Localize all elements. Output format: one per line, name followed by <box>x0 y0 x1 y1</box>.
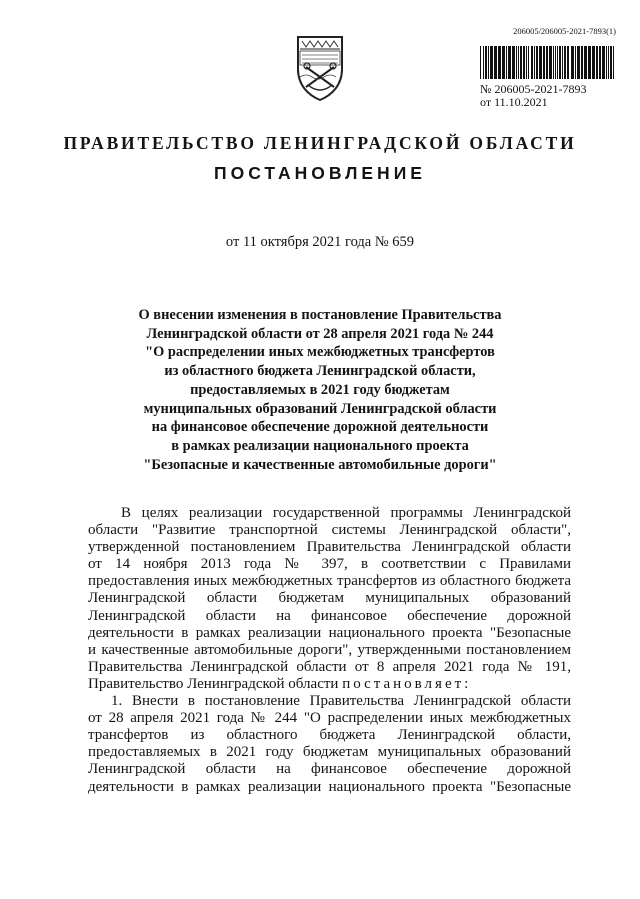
barcode-bar <box>599 46 601 79</box>
barcode-bar <box>557 46 558 79</box>
resolution-colon: : <box>464 675 469 692</box>
body-line: предоставляемых в 2021 году бюджетам муниципальных образований <box>88 744 571 761</box>
barcode-bar <box>494 46 497 79</box>
decree-body <box>88 505 571 796</box>
barcode-bar <box>520 46 522 79</box>
decree-subject <box>60 306 580 474</box>
barcode-bar <box>512 46 515 79</box>
body-line: и качественные автомобильные дороги", утвержденными постановлением <box>88 641 571 658</box>
body-line: Ленинградской области на финансовое обеспечение дорожной <box>88 761 571 778</box>
body-line: от 14 ноября 2013 года № 397, в соответствии с Правилами <box>88 556 571 573</box>
body-line: Ленинградской области бюджетам муниципальных образований <box>88 590 571 607</box>
barcode-bar <box>539 46 542 79</box>
barcode-bar <box>526 46 527 79</box>
barcode-bar <box>596 46 598 79</box>
body-line: трансфертов из областного бюджета Ленинградской области, <box>88 727 571 744</box>
resolution-word: постановляет <box>342 675 465 692</box>
barcode-bar <box>564 46 566 79</box>
barcode-bar <box>534 46 535 79</box>
barcode-bar <box>553 46 554 79</box>
barcode-bar <box>575 46 576 79</box>
body-line-text: Правительство Ленинградской области <box>88 675 343 692</box>
barcode-bar <box>536 46 538 79</box>
barcode-bar <box>577 46 580 79</box>
subject-line: предоставляемых в 2021 году бюджетам <box>190 381 450 398</box>
barcode-bar <box>523 46 525 79</box>
barcode-bar <box>531 46 533 79</box>
document-number: № 206005-2021-7893 <box>480 82 587 96</box>
document-type-heading: ПОСТАНОВЛЕНИЕ <box>214 163 426 183</box>
barcode-bar <box>562 46 563 79</box>
subject-line: Ленинградской области от 28 апреля 2021 года № 244 <box>146 325 494 342</box>
body-line: деятельности в рамках реализации национального проекта "Безопасные <box>88 778 571 795</box>
subject-line: муниципальных образований Ленинградской области <box>143 400 497 417</box>
body-line: утвержденной постановлением Правительства Ленинградской области <box>88 539 571 556</box>
subject-line: из областного бюджета Ленинградской области, <box>164 363 476 380</box>
body-line <box>88 676 571 693</box>
body-line: Ленинградской области на финансовое обеспечение дорожной <box>88 607 571 624</box>
barcode-bar <box>516 46 517 79</box>
barcode-bar <box>490 46 493 79</box>
body-line: от 28 апреля 2021 года № 244 "О распределении иных межбюджетных <box>88 710 571 727</box>
subject-line: О внесении изменения в постановление Правительства <box>138 307 502 323</box>
barcode-bar <box>483 46 484 79</box>
barcode-bar <box>528 46 529 79</box>
subject-line: на финансовое обеспечение дорожной деятельности <box>151 419 489 436</box>
subject-line: "Безопасные и качественные автомобильные дороги" <box>143 456 497 473</box>
body-line: В целях реализации государственной программы Ленинградской <box>121 505 571 521</box>
document-registration-date: от 11.10.2021 <box>480 95 548 109</box>
registration-code: 206005/206005-2021-7893(1) <box>513 26 616 36</box>
barcode-bar <box>602 46 605 79</box>
barcode-bar <box>567 46 569 79</box>
barcode-bar <box>613 46 614 79</box>
body-line: предоставления иных межбюджетных трансфертов из областного бюджета <box>88 573 571 590</box>
barcode-bar <box>480 46 481 79</box>
subject-line: "О распределении иных межбюджетных трансфертов <box>145 344 495 361</box>
body-line: 1. Внести в постановление Правительства Ленинградской области <box>111 693 571 710</box>
barcode-bar <box>506 46 507 79</box>
barcode-icon <box>480 46 617 79</box>
barcode-bar <box>588 46 591 79</box>
leningrad-oblast-coat-of-arms-icon <box>292 33 348 103</box>
decree-date-and-number: от 11 октября 2021 года № 659 <box>225 234 415 250</box>
barcode-bar <box>498 46 501 79</box>
barcode-bar <box>546 46 548 79</box>
barcode-bar <box>543 46 545 79</box>
barcode-bar <box>610 46 612 79</box>
subject-line: в рамках реализации национального проекта <box>171 437 469 454</box>
body-line: деятельности в рамках реализации национального проекта "Безопасные <box>88 624 571 641</box>
barcode-bar <box>555 46 556 79</box>
barcode-bar <box>571 46 574 79</box>
barcode-bar <box>549 46 552 79</box>
body-line: области "Развитие транспортной системы Ленинградской области", <box>88 522 571 539</box>
barcode-bar <box>518 46 519 79</box>
body-line: Правительства Ленинградской области от 8 апреля 2021 года № 191, <box>88 658 571 675</box>
barcode-bar <box>584 46 587 79</box>
barcode-bar <box>592 46 595 79</box>
barcode-bar <box>508 46 511 79</box>
barcode-bar <box>502 46 505 79</box>
barcode-bar <box>488 46 489 79</box>
barcode-bar <box>608 46 609 79</box>
barcode-bar <box>581 46 583 79</box>
barcode-bar <box>606 46 607 79</box>
barcode-bar <box>559 46 561 79</box>
barcode-bar <box>485 46 487 79</box>
government-title: ПРАВИТЕЛЬСТВО ЛЕНИНГРАДСКОЙ ОБЛАСТИ <box>63 133 577 153</box>
